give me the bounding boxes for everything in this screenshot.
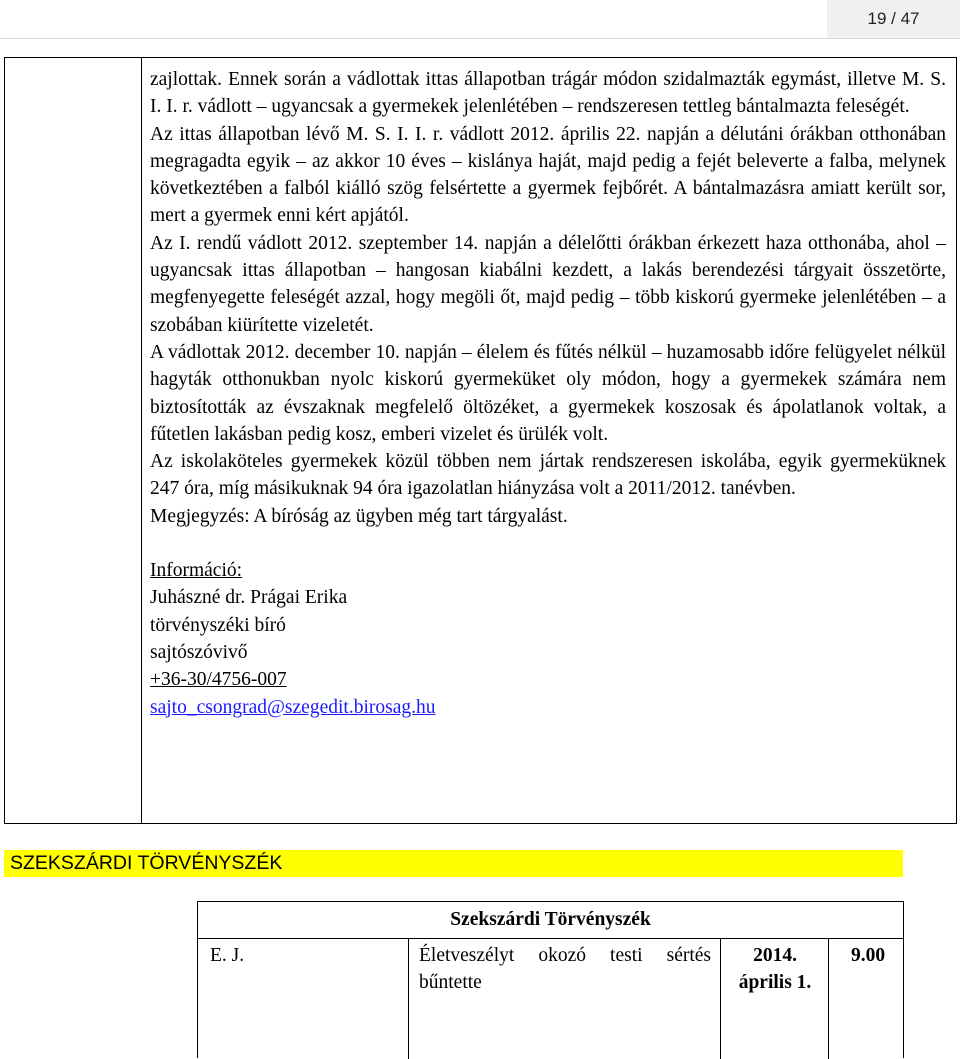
contact-role: törvényszéki bíró	[150, 614, 286, 636]
contact-name: Juhászné dr. Prágai Erika	[150, 587, 348, 609]
hearing-table-title: Szekszárdi Törvényszék	[450, 909, 651, 930]
info-heading: Információ:	[150, 560, 243, 582]
charge-description: Életveszélyt okozó testi sértés bűntette	[419, 945, 711, 993]
defendant-initials: E. J.	[210, 945, 245, 966]
page-number: 19 / 47	[827, 0, 960, 38]
paragraph: A vádlottak 2012. december 10. napján – élelem és fűtés nélkül – huzamosabb időre felügyelet nélkül hagyták otthonukban nyolc kiskorú gyermeküket oly módon, hogy a gyermekek számára nem biztosították az évszaknak megfelelő öltözéket, a gyermekek koszosak és ápolatlanok voltak, a fűtetlen lakásban pedig kosz, emberi vizelet és ürülék volt.	[150, 341, 946, 445]
contact-phone: +36-30/4756-007	[150, 669, 287, 691]
paragraph: Az I. rendű vádlott 2012. szeptember 14. napján a délelőtti órákban érkezett haza otthonába, ahol – ugyancsak ittas állapotban – hangosan kiabálni kezdett, a lakás berendezési tárgyait összetörte, megfenyegette feleségét azzal, hogy megöli őt, majd pedig – több kiskorú gyermeke jelenlétében – a szobában kiürítette vizeletét.	[150, 232, 946, 336]
paragraph: zajlottak. Ennek során a vádlottak ittas állapotban trágár módon szidalmazták egymást, illetve M. S. I. I. r. vádlott – ugyancsak a gyermekek jelenlétében – rendszeresen tettleg bántalmazta feleségét.	[150, 69, 946, 118]
column-divider	[141, 58, 142, 823]
court-section-heading: SZEKSZÁRDI TÖRVÉNYSZÉK	[4, 850, 903, 877]
hearing-time: 9.00	[850, 945, 886, 966]
paragraph: Az iskolaköteles gyermekek közül többen nem jártak rendszeresen iskolába, egyik gyermeküknek 247 óra, míg másikuknak 94 óra igazolatlan hiányzása volt a 2011/2012. tanévben.	[150, 451, 946, 500]
hearing-table	[197, 901, 904, 1058]
contact-email-link[interactable]: sajto_csongrad@szegedit.birosag.hu	[150, 696, 436, 718]
note: Megjegyzés: A bíróság az ügyben még tart tárgyalást.	[150, 505, 568, 527]
paragraph: Az ittas állapotban lévő M. S. I. I. r. vádlott 2012. április 22. napján a délutáni órákban otthonában megragadta egyik – az akkor 10 éves – kislánya haját, majd pedig a fejét beleverte a falba, melynek következtében a falból kiálló szög felsértette a gyermek fejbőrét. A bántalmazásra amiatt került sor, mert a gyermek enni kért apjától.	[150, 123, 946, 227]
header-divider	[0, 38, 960, 39]
hearing-date: 2014. április 1.	[738, 945, 812, 993]
contact-role-2: sajtószóvivő	[150, 641, 248, 663]
case-description	[150, 66, 946, 721]
